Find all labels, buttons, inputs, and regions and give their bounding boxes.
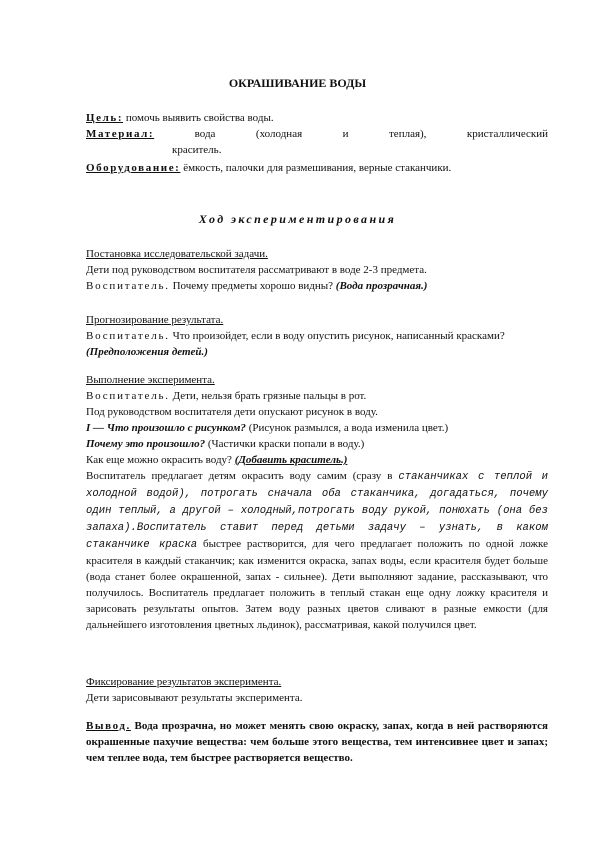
goal-text: помочь выявить свойства воды.	[123, 112, 274, 124]
section-task-answer: (Вода прозрачная.)	[335, 280, 428, 292]
question-3: Как еще можно окрасить воду?	[86, 454, 235, 466]
section-experiment-title: Выполнение эксперимента.	[86, 374, 215, 386]
section-task-title: Постановка исследовательской задачи.	[86, 248, 268, 260]
material-text-continued: краситель.	[172, 144, 222, 156]
material-text: вода (холодная и теплая), кристаллический	[154, 128, 548, 140]
section-forecast	[86, 312, 548, 360]
equipment-label: Оборудование:	[86, 162, 181, 174]
section-forecast-question: Что произойдет, если в воду опустить рисунок, написанный красками?	[169, 330, 505, 342]
section-task-line: Дети под руководством воспитателя рассматривают в воде 2-3 предмета.	[86, 264, 427, 276]
material-label: Материал:	[86, 128, 155, 140]
teacher-speaker: Воспитатель.	[86, 280, 170, 292]
section-fixation-text: Дети зарисовывают результаты эксперимента.	[86, 692, 303, 704]
experiment-paragraph-mono2: потрогать воду рукой, понюхать (она без запаха).Воспитатель ставит перед детьми задачу – узнать, в каком стаканчике краска	[86, 505, 549, 551]
section-experiment-line2: Под руководством воспитателя дети опускают рисунок в воду.	[86, 406, 378, 418]
conclusion-text: Вода прозрачна, но может менять свою окраску, запах, когда в ней растворяются окрашенные пахучие вещества: чем больше этого вещества, тем интенсивнее цвет и запах; чем теплее вода, тем быстрее растворяется вещество.	[86, 720, 548, 764]
document-title: ОКРАШИВАНИЕ ВОДЫ	[228, 76, 367, 90]
section-task-question: Почему предметы хорошо видны?	[169, 280, 336, 292]
teacher-speaker: Воспитатель.	[86, 390, 170, 402]
section-forecast-title: Прогнозирование результата.	[86, 314, 224, 326]
equipment-line	[86, 160, 548, 176]
section-experiment	[86, 372, 548, 633]
question-2: Почему это произошло?	[86, 438, 206, 450]
teacher-speaker: Воспитатель.	[86, 330, 170, 342]
equipment-text: ёмкость, палочки для размешивания, верные стаканчики.	[180, 162, 452, 174]
experiment-paragraph-start: Воспитатель предлагает детям окрасить воду самим (сразу в	[86, 470, 393, 482]
section-task	[86, 246, 548, 294]
section-forecast-answer: (Предположения детей.)	[86, 346, 208, 358]
answer-3: (Добавить краситель.)	[234, 454, 348, 466]
question-1: I — Что произошло с рисунком?	[86, 422, 246, 434]
answer-1: (Рисунок размылся, а вода изменила цвет.)	[245, 422, 449, 434]
answer-2: (Частички краски попали в воду.)	[205, 438, 365, 450]
section-fixation	[86, 674, 548, 706]
material-line	[86, 126, 548, 158]
conclusion	[86, 718, 548, 766]
goal-line	[86, 110, 548, 126]
goal-label: Цель:	[86, 112, 124, 124]
section-fixation-title: Фиксирование результатов эксперимента.	[86, 676, 282, 688]
conclusion-label: Вывод.	[86, 720, 131, 732]
experiment-paragraph-rest: быстрее растворится, для чего предлагает положить по одной ложке красителя в каждый стаканчик; как изменится окраска, запах воды, если красителя будет больше (вода станет более окрашенной, запах - сильнее). Дети выполняют задание, рассказывают, что получилось. Воспитатель предлагает положить в теплый стакан еще одну ложку красителя и зарисовать результаты опытов. Затем воду разных цветов сливают в разные емкости (для дальнейшего изготовления цветных льдинок), рассматривая, какой получился цвет.	[86, 538, 548, 631]
experiment-heading: Ход экспериментирования	[198, 212, 397, 226]
experiment-paragraph-mono1: стаканчиках с теплой и холодной водой), потрогать сначала оба стаканчика, догадаться, почему один теплый, а другой – холодный,	[86, 471, 548, 517]
section-experiment-line1: Дети, нельзя брать грязные пальцы в рот.	[169, 390, 367, 402]
